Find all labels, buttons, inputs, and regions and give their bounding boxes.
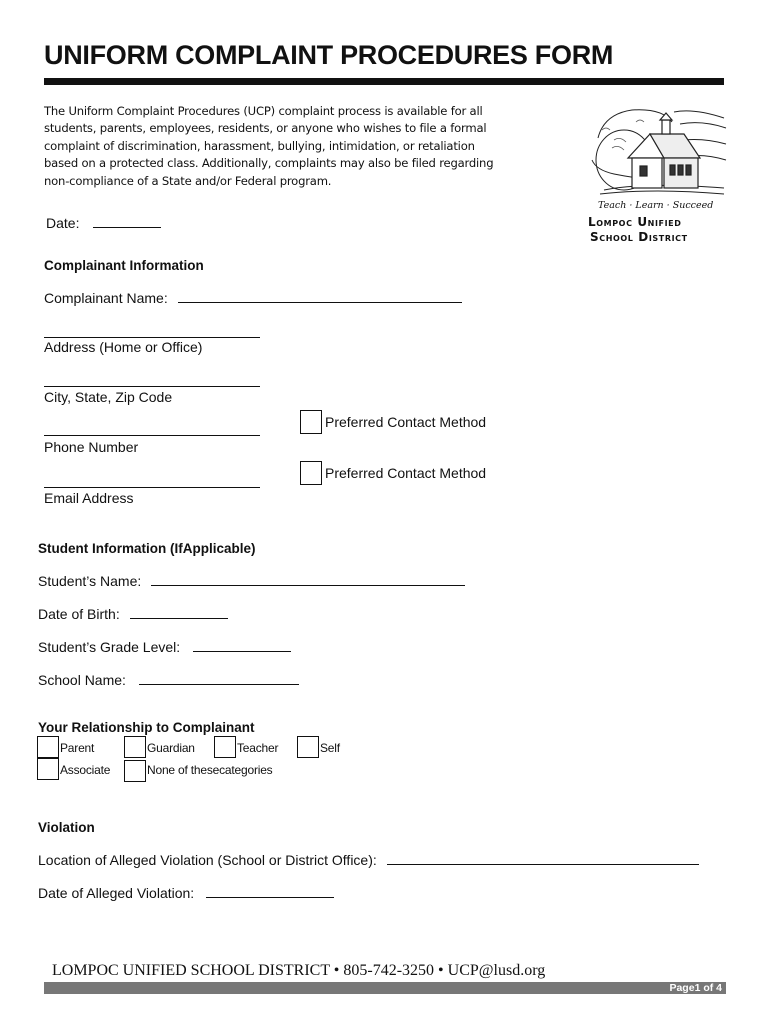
email-preferred-checkbox[interactable] — [300, 461, 322, 485]
student-heading: Student Information (IfApplicable) — [38, 541, 256, 556]
grade-field[interactable] — [193, 639, 291, 652]
date-label: Date: — [46, 215, 80, 231]
teacher-label: Teacher — [237, 741, 279, 755]
complainant-heading: Complainant Information — [44, 258, 204, 273]
complainant-name-field[interactable] — [178, 290, 462, 303]
date-row — [46, 215, 161, 231]
grade-row — [38, 639, 291, 655]
parent-label: Parent — [60, 741, 95, 755]
footer-contact: LOMPOC UNIFIED SCHOOL DISTRICT • 805-742-3250 • UCP@lusd.org — [52, 962, 546, 979]
violation-location-field[interactable] — [387, 852, 699, 865]
date-field[interactable] — [93, 215, 161, 228]
complainant-name-label: Complainant Name: — [44, 290, 168, 306]
parent-checkbox[interactable] — [37, 736, 59, 758]
school-row — [38, 672, 299, 688]
student-name-field[interactable] — [151, 573, 465, 586]
email-preferred-label: Preferred Contact Method — [325, 465, 487, 481]
form-title: UNIFORM COMPLAINT PROCEDURES FORM — [44, 40, 614, 70]
phone-preferred-label: Preferred Contact Method — [325, 414, 487, 430]
city-field[interactable] — [44, 386, 260, 387]
self-label: Self — [320, 741, 340, 755]
dob-field[interactable] — [130, 606, 228, 619]
district-logo — [584, 100, 729, 248]
violation-date-label: Date of Alleged Violation: — [38, 885, 195, 901]
violation-location-row — [38, 852, 699, 868]
title-rule — [44, 78, 724, 85]
dob-label: Date of Birth: — [38, 606, 120, 622]
logo-district-line2: School District — [590, 230, 688, 244]
violation-date-field[interactable] — [206, 885, 334, 898]
violation-date-row — [38, 885, 334, 901]
complainant-name-row — [44, 290, 462, 306]
relationship-heading: Your Relationship to Complainant — [38, 720, 255, 735]
student-name-label: Student’s Name: — [38, 573, 142, 589]
address-label: Address (Home or Office) — [44, 339, 203, 355]
phone-preferred-checkbox[interactable] — [300, 410, 322, 434]
intro-paragraph: The Uniform Complaint Procedures (UCP) complaint process is available for all students, parents, employees, residents, or anyone who wishes to file a formal complaint of discrimination, harassment, bullying, intimidation, or retaliation based on a protected class. Additionally, complaints may also be filed regarding non-compliance of a State and/or Federal program. — [44, 104, 494, 188]
phone-field[interactable] — [44, 435, 260, 436]
guardian-checkbox[interactable] — [124, 736, 146, 758]
email-field[interactable] — [44, 487, 260, 488]
violation-location-label: Location of Alleged Violation (School or District Office): — [38, 852, 377, 868]
none-label: None of thesecategories — [147, 763, 273, 777]
phone-label: Phone Number — [44, 439, 139, 455]
email-label: Email Address — [44, 490, 134, 506]
address-field[interactable] — [44, 337, 260, 338]
associate-checkbox[interactable] — [37, 758, 59, 780]
page-number: Page1 of 4 — [669, 982, 722, 994]
footer-bar — [44, 982, 726, 994]
grade-label: Student’s Grade Level: — [38, 639, 181, 655]
guardian-label: Guardian — [147, 741, 195, 755]
self-checkbox[interactable] — [297, 736, 319, 758]
logo-district-line1: Lompoc Unified — [588, 215, 682, 229]
none-checkbox[interactable] — [124, 760, 146, 782]
dob-row — [38, 606, 228, 622]
school-label: School Name: — [38, 672, 126, 688]
associate-label: Associate — [60, 763, 111, 777]
schoolhouse-logo-icon — [584, 100, 729, 248]
logo-tagline: Teach · Learn · Succeed — [598, 200, 714, 211]
school-field[interactable] — [139, 672, 299, 685]
student-name-row — [38, 573, 465, 589]
violation-heading: Violation — [38, 820, 95, 835]
city-label: City, State, Zip Code — [44, 389, 173, 405]
teacher-checkbox[interactable] — [214, 736, 236, 758]
